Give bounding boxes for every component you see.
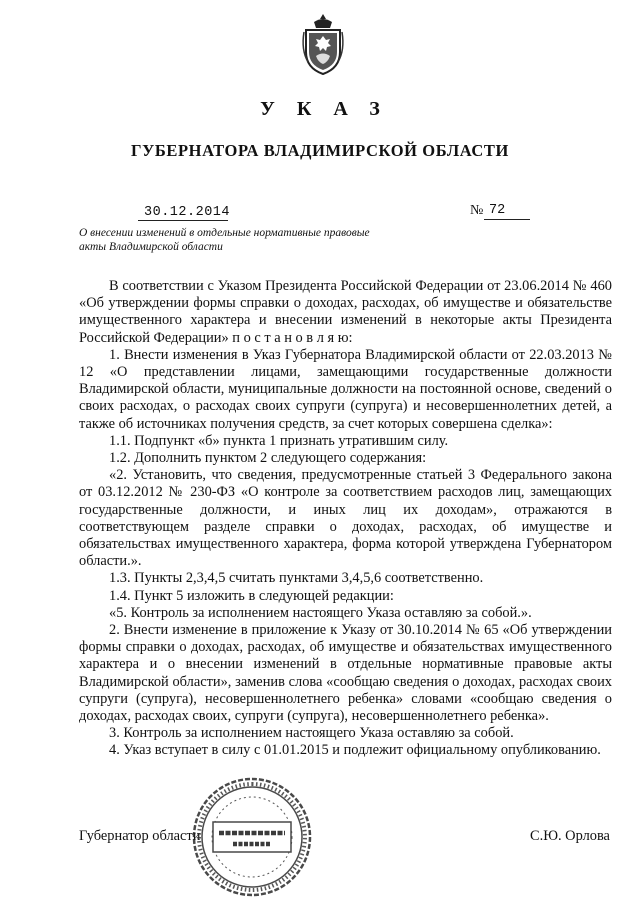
clause-1-2: 1.2. Дополнить пунктом 2 следующего содержания:: [109, 450, 427, 467]
signatory-position: Губернатор области: [79, 828, 201, 844]
decree-body: [79, 278, 612, 760]
clause-4: 4. Указ вступает в силу с 01.01.2015 и подлежит официальному опубликованию.: [109, 742, 601, 759]
coat-of-arms-icon: [300, 12, 346, 76]
decree-number: 72: [489, 203, 506, 218]
clause-1-3: 1.3. Пункты 2,3,4,5 считать пунктами 3,4,5,6 соответственно.: [109, 570, 484, 587]
clause-3: 3. Контроль за исполнением настоящего Указа оставляю за собой.: [109, 725, 514, 742]
issuer-title: ГУБЕРНАТОРА ВЛАДИМИРСКОЙ ОБЛАСТИ: [131, 141, 509, 160]
official-stamp: [191, 776, 313, 898]
date-underline: [138, 220, 228, 221]
document-type-title: УКАЗ: [260, 98, 402, 120]
number-underline: [484, 219, 530, 220]
clause-1-4: 1.4. Пункт 5 изложить в следующей редакции:: [109, 587, 394, 604]
decree-date: 30.12.2014: [144, 205, 231, 220]
preamble-paragraph: В соответствии с Указом Президента Российской Федерации от 23.06.2014 № 460 «Об утверждении формы справки о доходах, расходах, об имуществе и обязательстве имущественного характера и внесении изменений в некоторые акты Президента Российской Федерации» п о с т а н о в л я ю:: [79, 278, 612, 346]
signatory-name: С.Ю. Орлова: [530, 828, 610, 844]
decree-subject: О внесении изменений в отдельные нормативные правовые акты Владимирской области: [79, 227, 370, 253]
clause-1-2-quote: «2. Установить, что сведения, предусмотренные статьей 3 Федерального закона от 03.12.2012 № 230-ФЗ «О контроле за соответствием расходов лиц, замещающих государственные должности, и иных лиц их доходам», отражаются в соответствующем разделе справки о доходах, расходах, об имуществе и обязательствах имущественного характера, форма которой утверждена Губернатором области.».: [79, 467, 612, 570]
clause-1-1: 1.1. Подпункт «б» пункта 1 признать утратившим силу.: [109, 432, 449, 449]
clause-1: 1. Внести изменения в Указ Губернатора Владимирской области от 22.03.2013 № 12 «О представлении лицами, замещающими государственные должности Владимирской области, муниципальные должности на постоянной основе, сведений о своих расходах, о расходах своих супруги (супруга) и несовершеннолетних детей, а также об источниках получения средств, за счет которых совершена сделка»:: [79, 346, 612, 432]
number-label: №: [470, 203, 484, 218]
clause-1-4-quote: «5. Контроль за исполнением настоящего Указа оставляю за собой.».: [109, 604, 532, 621]
clause-2: 2. Внести изменение в приложение к Указу от 30.10.2014 № 65 «Об утверждении формы справки о доходах, расходах, об имуществе и обязательствах имущественного характера и о внесении изменений в отдельные нормативные правовые акты Владимирской области», заменив слова «сообщаю сведения о доходах, расходах своих супруги (супруга), несовершеннолетнего ребенка» словами «сообщаю сведения о доходах, расходах своих, супруги (супруга), несовершеннолетнего ребенка».: [79, 622, 612, 725]
